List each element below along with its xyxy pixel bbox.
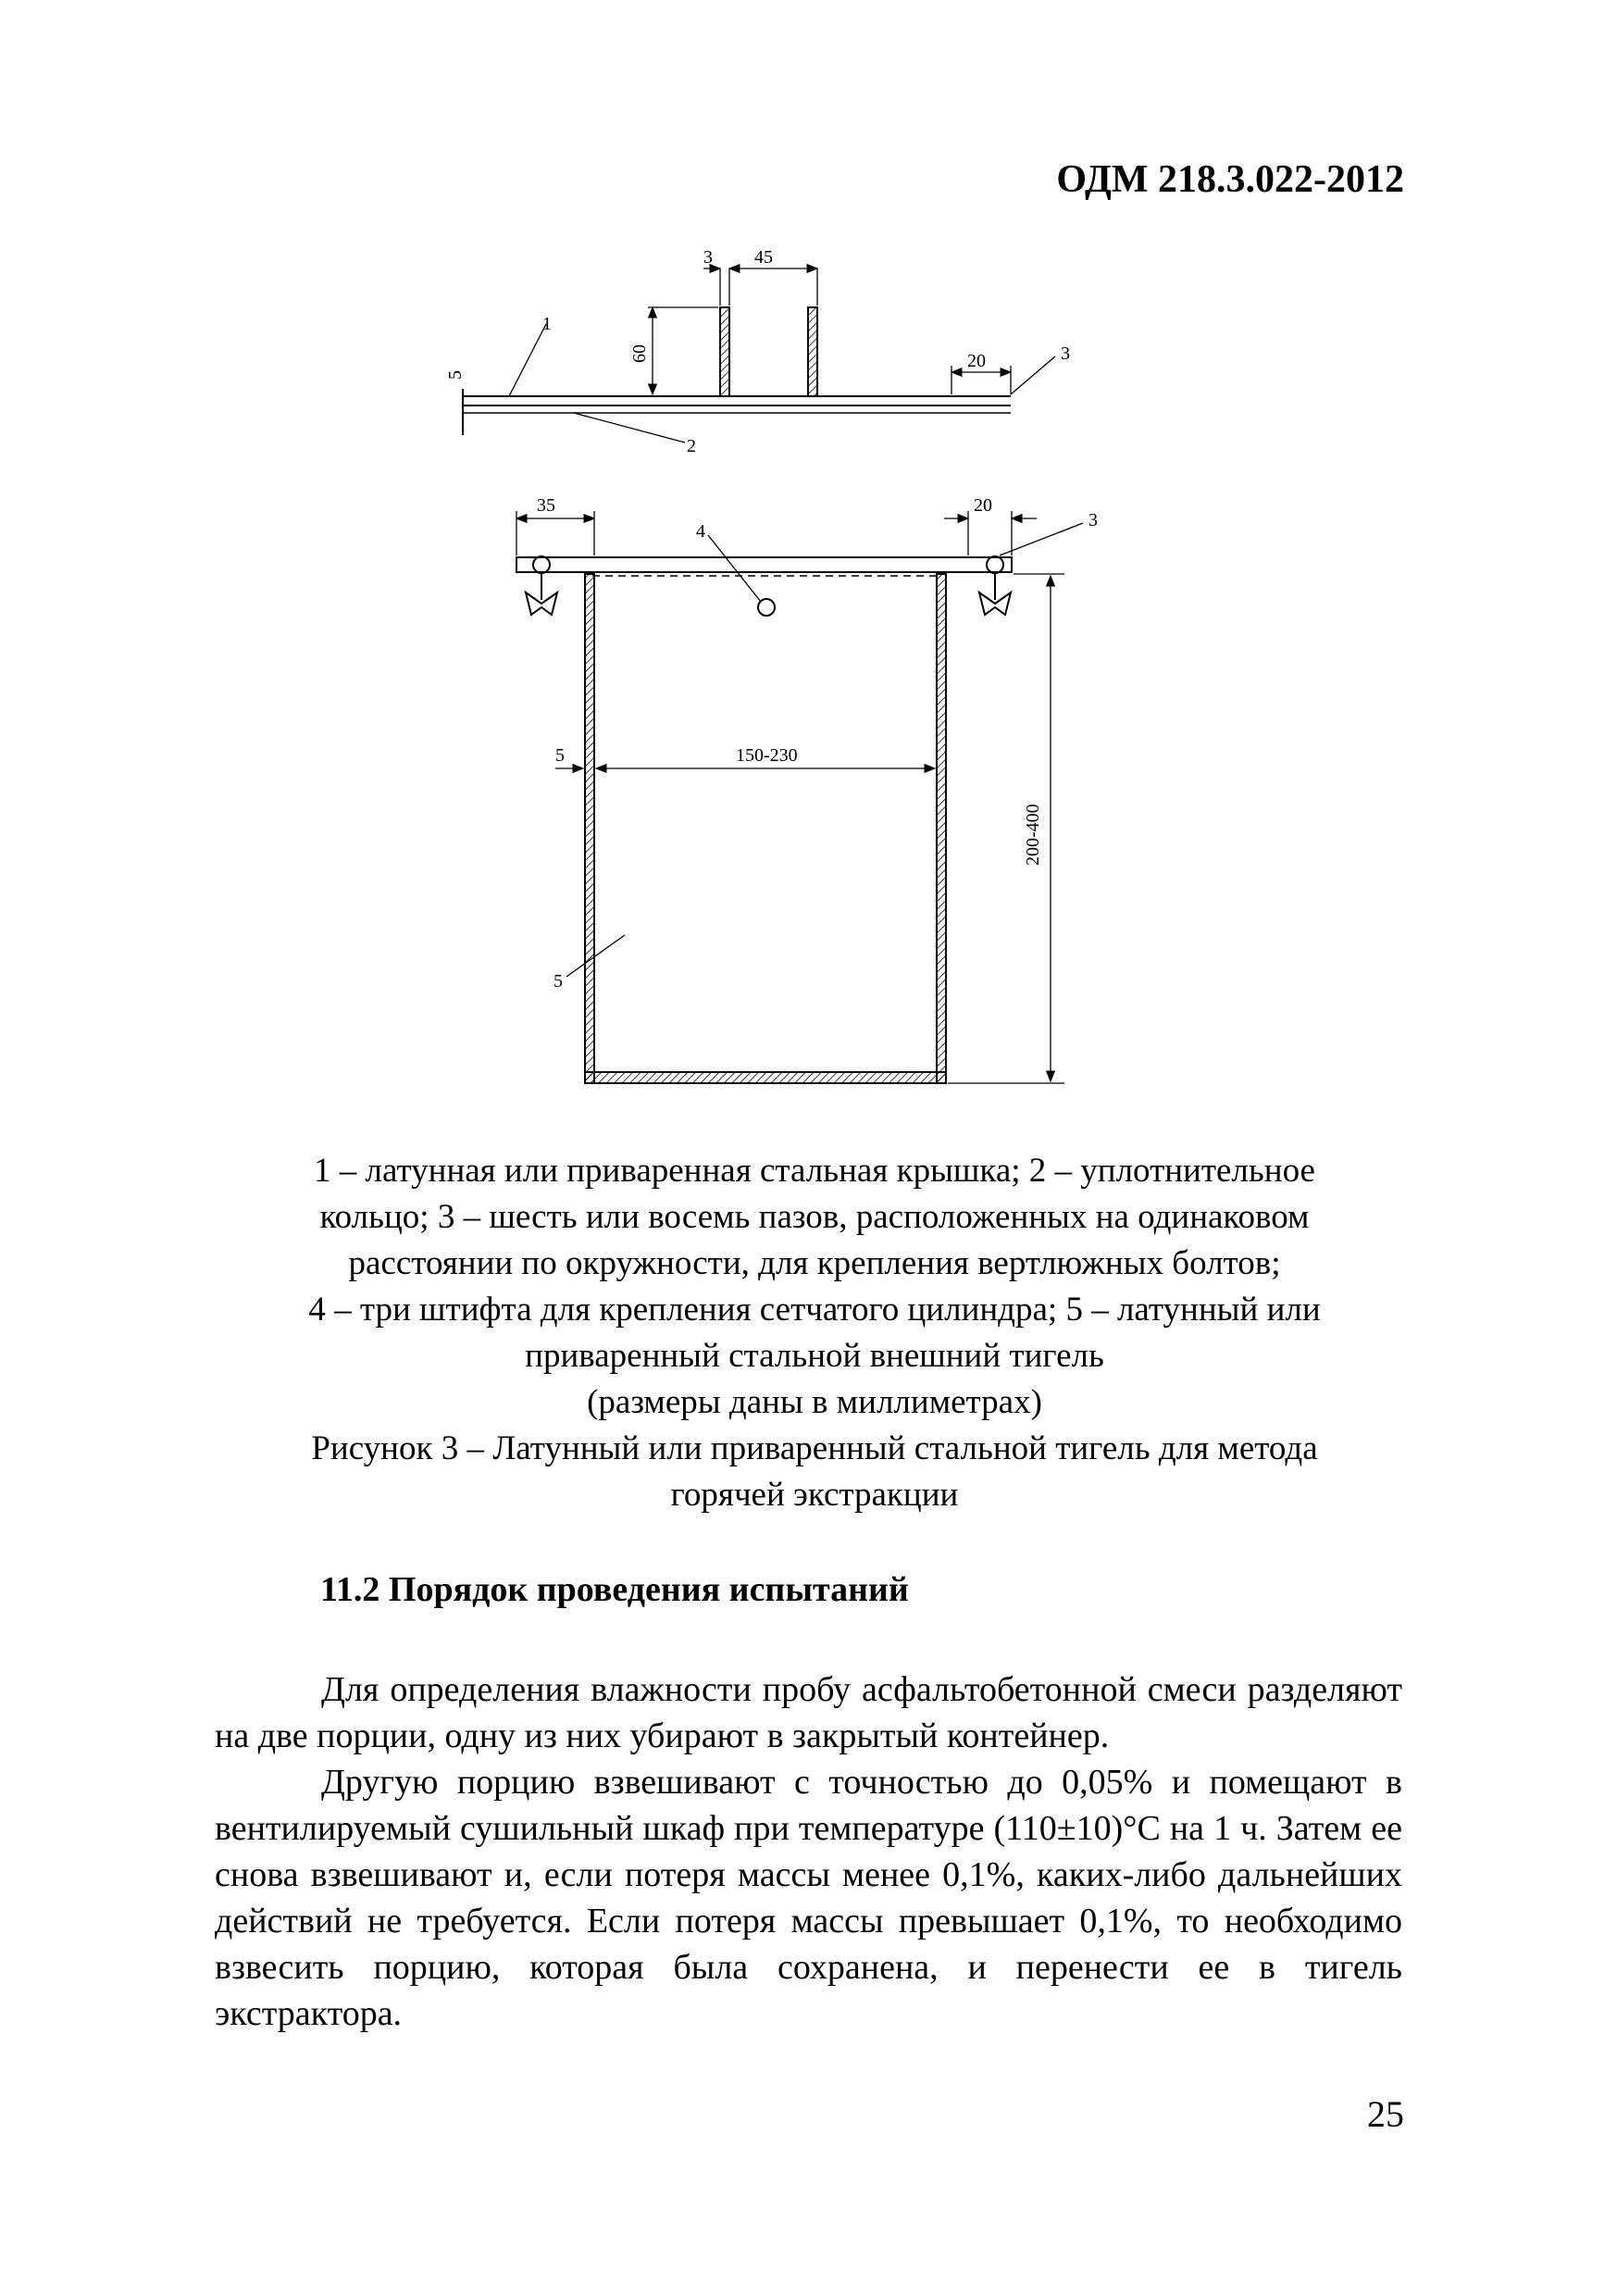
callout-2: 2 (687, 436, 696, 456)
dim-inner-diameter: 150-230 (736, 745, 798, 766)
caption-line: 1 – латунная или приваренная стальная крышка; 2 – уплотнительное (314, 1152, 1315, 1190)
paragraph: Другую порцию взвешивают с точностью до 0,05% и помещают в вентилируемый сушильный шкаф при температуре (110±10)°С на 1 ч. Затем ее снова взвешивают и, если потеря массы менее 0,1%, каких-либо дальнейших действий не требуется. Если потеря массы превышает 0,1%, то необходимо взвесить порцию, которая была сохранена, и перенести ее в тигель экстрактора. (215, 1763, 1402, 2033)
swivel-bolt-right (979, 556, 1011, 615)
dim-edge-gap: 20 (967, 351, 986, 371)
document-code: ОДМ 218.3.022-2012 (1056, 158, 1404, 201)
dim-flange: 35 (537, 495, 555, 516)
caption-line: кольцо; 3 – шесть или восемь пазов, расположенных на одинаковом (319, 1198, 1310, 1236)
dim-ring: 5 (445, 370, 466, 380)
dim-slot-height: 60 (629, 344, 650, 363)
caption-line: расстоянии по окружности, для крепления вертлюжных болтов; (348, 1244, 1281, 1282)
lid-section-view (463, 268, 1055, 443)
dim-height: 200-400 (1023, 804, 1043, 866)
figure-title-line: горячей экстракции (670, 1476, 959, 1514)
swivel-bolt-left (526, 556, 557, 615)
dim-bolt-gap: 20 (974, 495, 992, 516)
callout-3-bottom: 3 (1088, 510, 1098, 530)
section-heading: 11.2 Порядок проведения испытаний (320, 1570, 909, 1609)
caption-line: приваренный стальной внешний тигель (525, 1337, 1104, 1375)
figure-title-line: Рисунок 3 – Латунный или приваренный стальной тигель для метода (311, 1429, 1318, 1467)
dim-slot-width: 45 (754, 247, 773, 268)
body-text (215, 1666, 1402, 2037)
paragraph: Для определения влажности пробу асфальтобетонной смеси разделяют на две порции, одну из них убирают в закрытый контейнер. (215, 1670, 1402, 1755)
dim-wall-thickness: 5 (555, 745, 565, 766)
dim-wall: 3 (703, 247, 713, 268)
callout-5-lower: 5 (554, 971, 563, 992)
caption-line: (размеры даны в миллиметрах) (587, 1383, 1042, 1421)
caption-line: 4 – три штифта для крепления сетчатого цилиндра; 5 – латунный или (308, 1291, 1321, 1329)
callout-3-top: 3 (1061, 343, 1070, 364)
page-number: 25 (1367, 2093, 1404, 2135)
crucible-section-view (516, 511, 1083, 1083)
callout-1: 1 (542, 314, 552, 334)
callout-4: 4 (696, 521, 705, 542)
crucible-drawing (0, 0, 1617, 1139)
figure-caption (167, 1148, 1462, 1518)
